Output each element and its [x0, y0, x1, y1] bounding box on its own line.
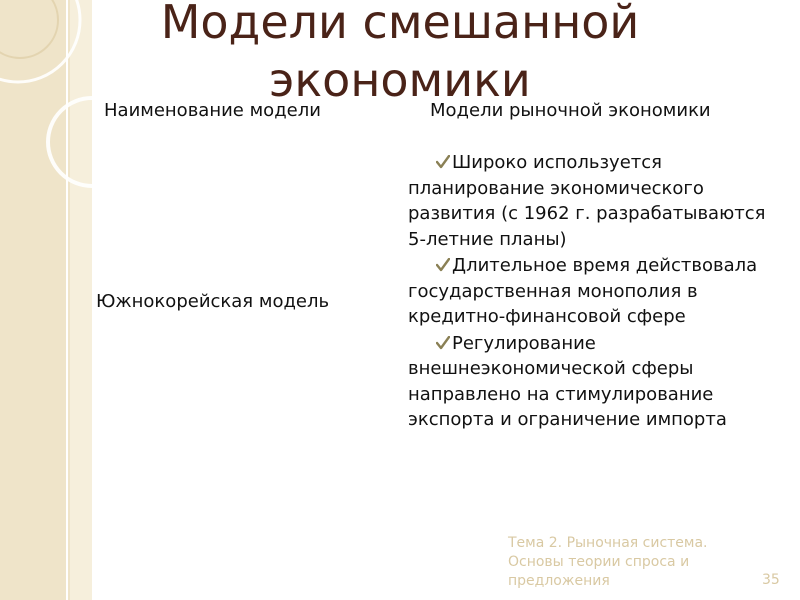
bullet-text: Длительное время действовала государственная монополия в кредитно-финансовой сфере [408, 255, 758, 327]
bullet-item [408, 150, 768, 252]
checkmark-icon [436, 258, 450, 272]
bullet-item [408, 331, 768, 433]
slide-title-line-1: Модели смешанной [160, 0, 640, 49]
column-header-market-models: Модели рыночной экономики [430, 100, 711, 121]
column-header-model-name: Наименование модели [104, 100, 321, 121]
page-number: 35 [762, 572, 780, 588]
bullet-item [408, 253, 768, 330]
footer-topic: Тема 2. Рыночная система. Основы теории спроса и предложения [508, 535, 708, 589]
checkmark-icon [436, 336, 450, 350]
bullet-text: Регулирование внешнеэкономической сферы направлено на стимулирование экспорта и ограничение импорта [408, 332, 727, 430]
slide-title-line-2: экономики [269, 53, 531, 107]
model-name-cell: Южнокорейская модель [96, 291, 330, 312]
bullet-text: Широко используется планирование экономического развития (с 1962 г. разрабатываются 5-летние планы) [408, 152, 766, 250]
checkmark-icon [436, 155, 450, 169]
bullet-list [408, 150, 768, 433]
